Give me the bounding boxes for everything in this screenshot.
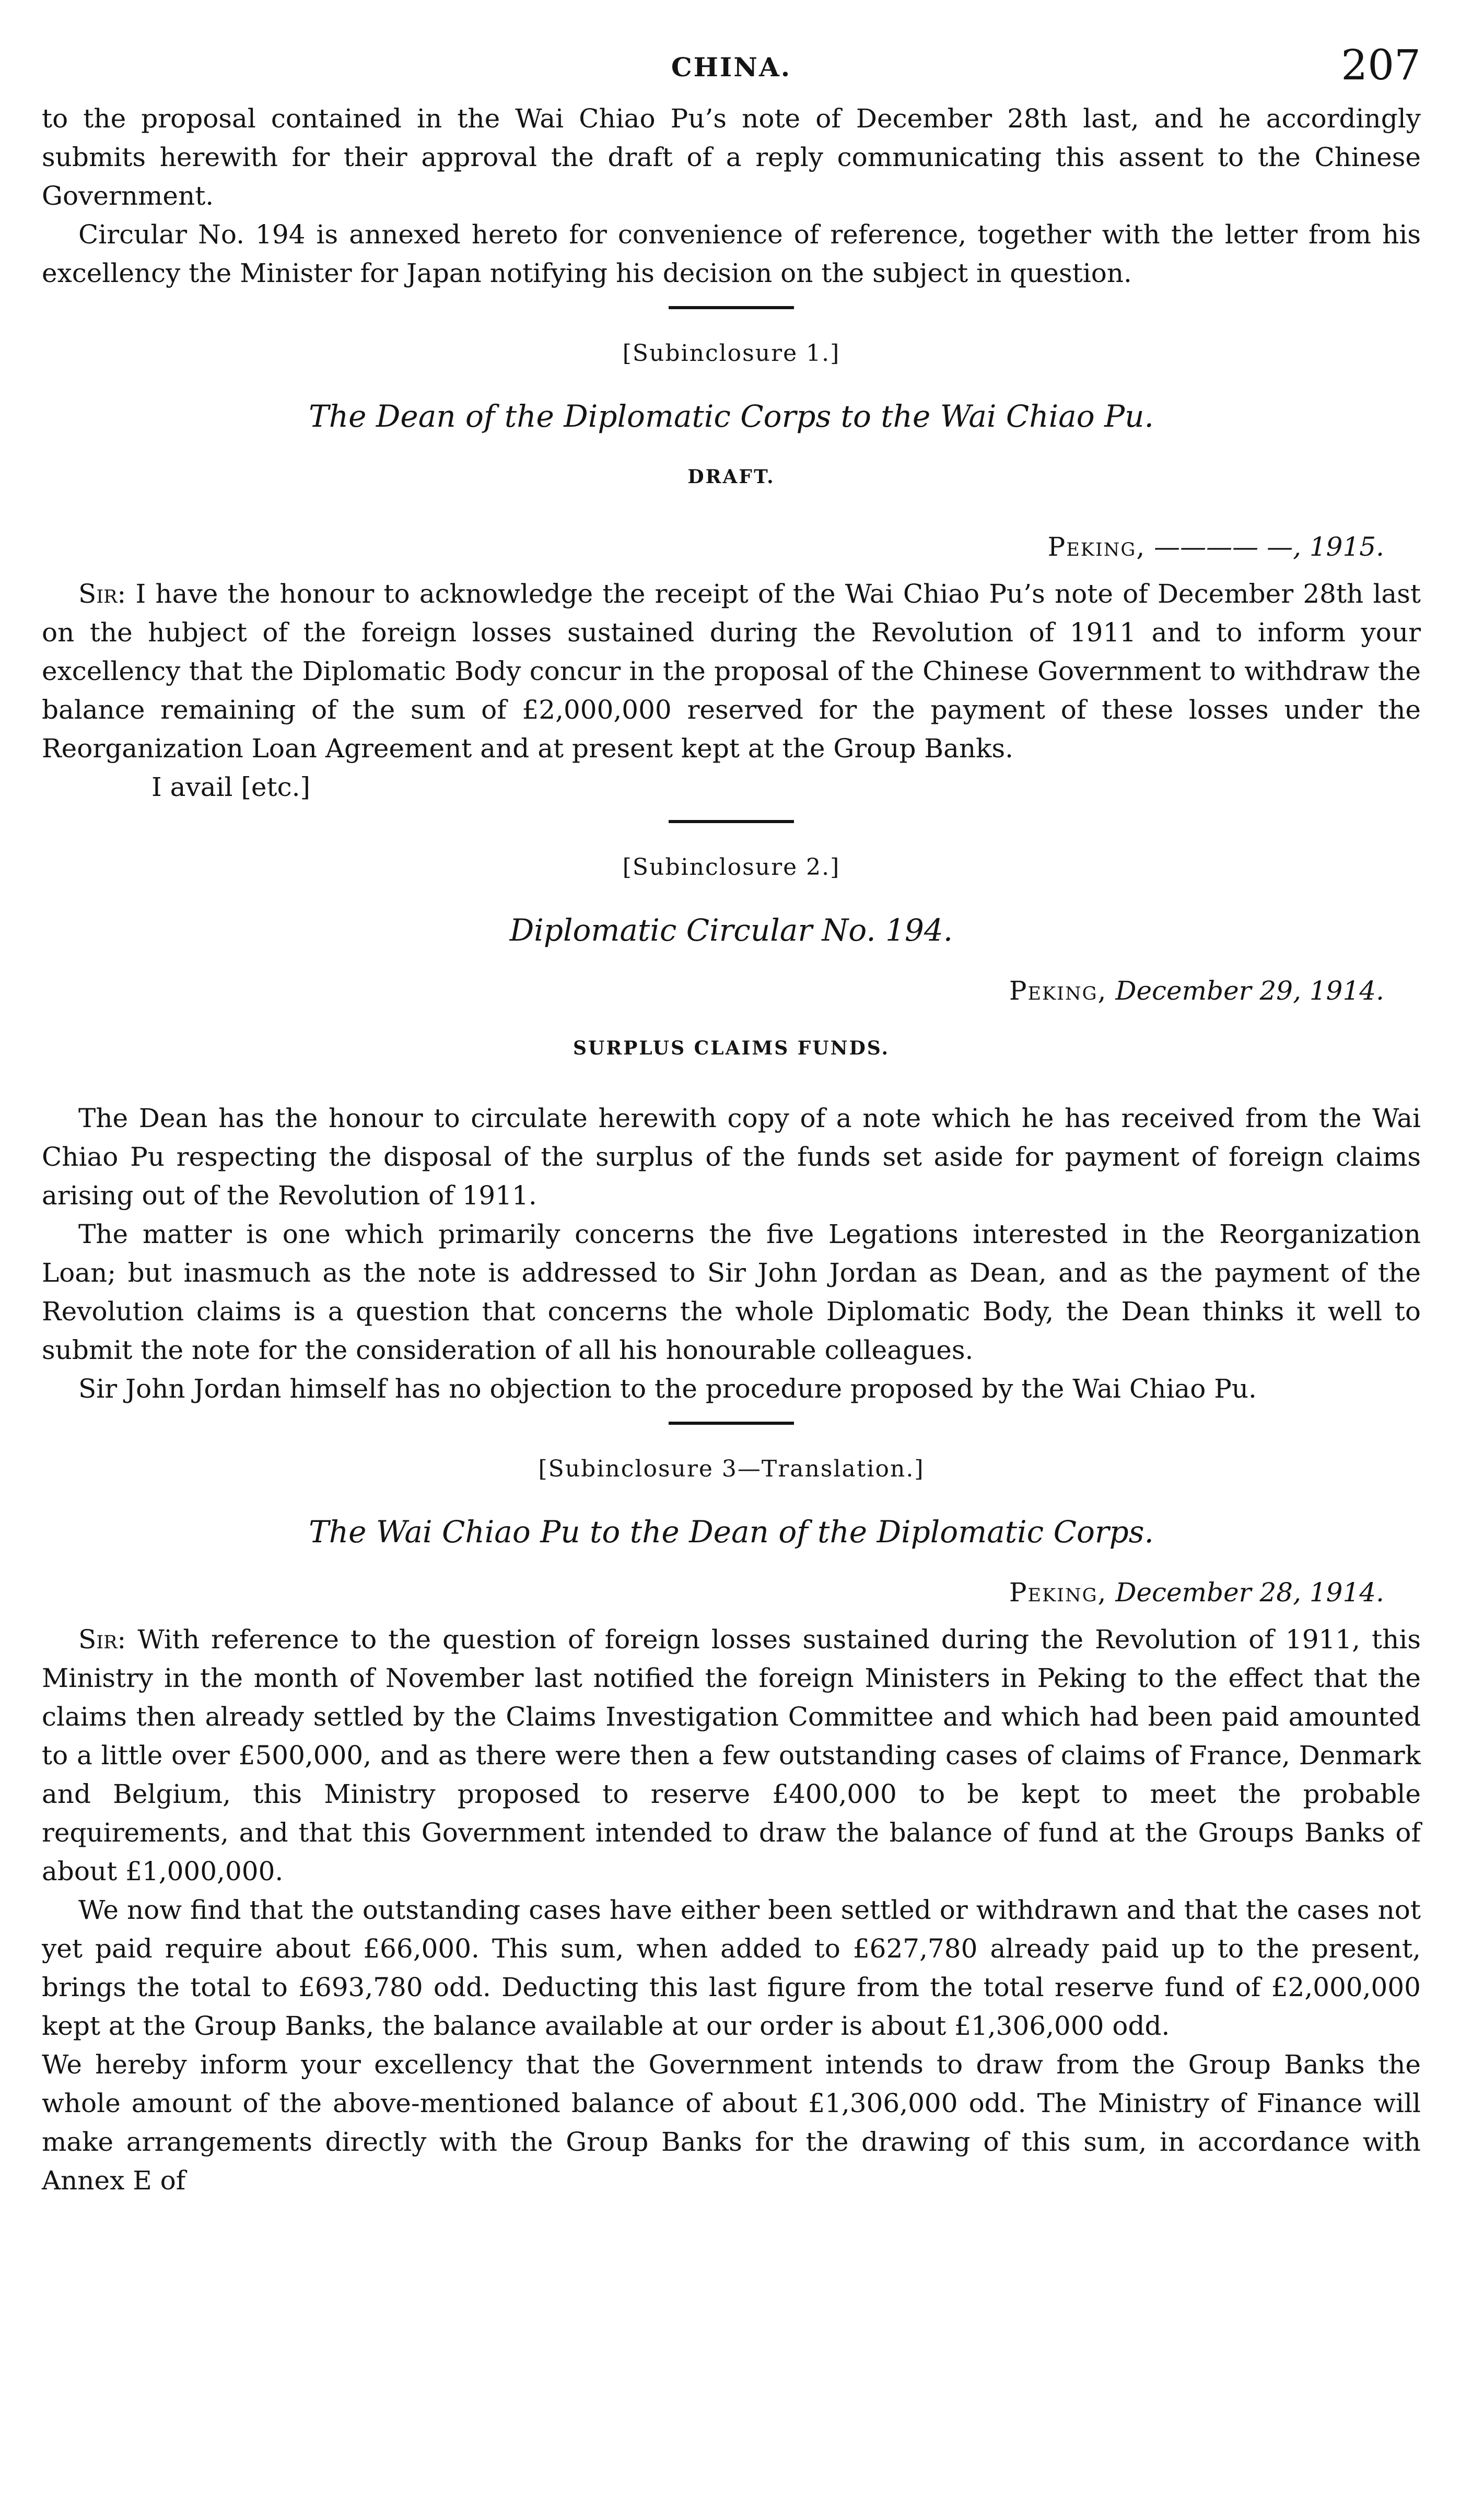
subinclosure-2-dateline — [42, 971, 1421, 1010]
draft-heading: DRAFT. — [687, 466, 775, 488]
subinclosure-3-paragraph-1 — [42, 1620, 1421, 1891]
subinclosure-2-label: [Subinclosure 2.] — [622, 854, 840, 881]
subinclosure-1-dateline — [42, 528, 1421, 566]
page-header — [42, 37, 1421, 99]
intro-paragraph-1: to the proposal contained in the Wai Chiao Pu’s note of December 28th last, and he accordingly submits herewith for their approval the draft of a reply communicating this assent to the Chinese Government. — [42, 103, 1421, 211]
subinclosure-2-paragraph-2: The matter is one which primarily concerns the five Legations interested in the Reorganization Loan; but inasmuch as the note is addressed to Sir John Jordan as Dean, and as the payment of the Revolution claims is a question that concerns the whole Diplomatic Body, the Dean thinks it well to submit the note for the consideration of all his honourable colleagues. — [42, 1219, 1421, 1365]
dateline-place: Peking, — [1009, 976, 1107, 1006]
subinclosure-3-title: The Wai Chiao Pu to the Dean of the Diplomatic Corps. — [309, 1514, 1154, 1550]
salutation: Sir: — [78, 1624, 126, 1655]
subinclosure-3-paragraph-3: We hereby inform your excellency that the Government intends to draw from the Group Banks the whole amount of the above-mentioned balance of about £1,306,000 odd. The Ministry of Finance will make arrangements directly with the Group Banks for the drawing of this sum, in accordance with Annex E of — [42, 2049, 1421, 2196]
subinclosure-2-paragraph-1: The Dean has the honour to circulate herewith copy of a note which he has received from the Wai Chiao Pu respecting the disposal of the surplus of the funds set aside for payment of foreign claims arising out of the Revolution of 1911. — [42, 1103, 1421, 1211]
subinclosure-3-label: [Subinclosure 3—Translation.] — [538, 1456, 925, 1482]
section-divider — [669, 306, 794, 309]
subinclosure-1-label: [Subinclosure 1.] — [622, 340, 840, 367]
subinclosure-1-title: The Dean of the Diplomatic Corps to the Wai Chiao Pu. — [309, 398, 1154, 434]
running-head: CHINA. — [671, 52, 792, 83]
dateline-date: December 29, 1914. — [1115, 976, 1384, 1006]
surplus-claims-heading: SURPLUS CLAIMS FUNDS. — [572, 1037, 890, 1059]
subinclosure-1-body — [42, 575, 1421, 768]
dateline-date: ———— —, 1915. — [1154, 532, 1384, 562]
subinclosure-2-title: Diplomatic Circular No. 194. — [509, 912, 953, 948]
closing-line: I avail [etc.] — [151, 772, 310, 802]
subinclosure-3-dateline — [42, 1573, 1421, 1612]
page-number: 207 — [1341, 41, 1421, 89]
dateline-date: December 28, 1914. — [1115, 1577, 1384, 1608]
subinclosure-3-paragraph-2: We now find that the outstanding cases have either been settled or withdrawn and that the cases not yet paid require about £66,000. This sum, when added to £627,780 already paid up to the present, brings the total to £693,780 odd. Deducting this last figure from the total reserve fund of £2,000,000 kept at the Group Banks, the balance available at our order is about £1,306,000 odd. — [42, 1895, 1421, 2041]
letter-text: With reference to the question of foreign losses sustained during the Revolution of 1911, this Ministry in the month of November last notified the foreign Ministers in Peking to the effect that the claims then already settled by the Claims Investigation Committee and which had been paid amounted to a little over £500,000, and as there were then a few outstanding cases of claims of France, Denmark and Belgium, this Ministry proposed to reserve £400,000 to be kept to meet the probable requirements, and that this Government intended to draw the balance of fund at the Groups Banks of about £1,000,000. — [42, 1624, 1421, 1886]
section-divider — [669, 1422, 794, 1425]
document-page — [42, 37, 1421, 2502]
dateline-place: Peking, — [1009, 1577, 1107, 1608]
subinclosure-2-paragraph-3: Sir John Jordan himself has no objection to the procedure proposed by the Wai Chiao Pu. — [78, 1374, 1257, 1404]
letter-text: I have the honour to acknowledge the receipt of the Wai Chiao Pu’s note of December 28th last on the hubject of the foreign losses sustained during the Revolution of 1911 and to inform your excellency that the Diplomatic Body concur in the proposal of the Chinese Government to withdraw the balance remaining of the sum of £2,000,000 reserved for the payment of these losses under the Reorganization Loan Agreement and at present kept at the Group Banks. — [42, 579, 1421, 764]
salutation: Sir: — [78, 579, 126, 609]
intro-paragraph-2: Circular No. 194 is annexed hereto for convenience of reference, together with the letter from his excellency the Minister for Japan notifying his decision on the subject in question. — [42, 219, 1421, 288]
dateline-place: Peking, — [1047, 532, 1146, 562]
section-divider — [669, 820, 794, 823]
